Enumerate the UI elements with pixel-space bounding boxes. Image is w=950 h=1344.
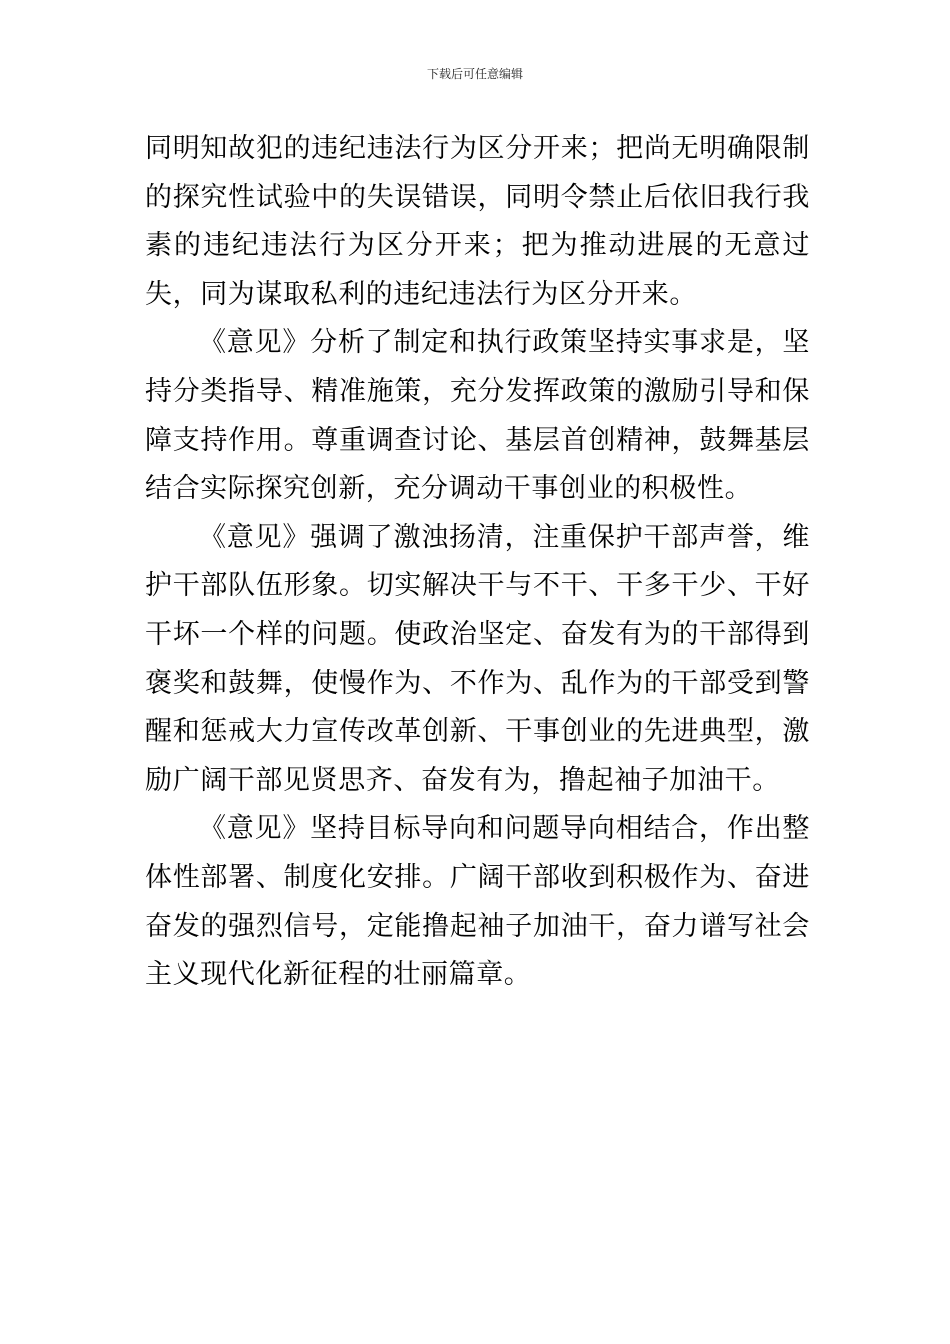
paragraph-2: 《意见》分析了制定和执行政策坚持实事求是，坚持分类指导、精准施策，充分发挥政策的激励引导和保障支持作用。尊重调查讨论、基层首创精神，鼓舞基层结合实际探究创新，充分调动干事创业的积极性。: [145, 327, 810, 505]
paragraph-4: 《意见》坚持目标导向和问题导向相结合，作出整体性部署、制度化安排。广阔干部收到积极作为、奋进奋发的强烈信号，定能撸起袖子加油干，奋力谱写社会主义现代化新征程的壮丽篇章。: [145, 813, 810, 991]
paragraph-3: 《意见》强调了激浊扬清，注重保护干部声誉，维护干部队伍形象。切实解决干与不干、干多干少、干好干坏一个样的问题。使政治坚定、奋发有为的干部得到褒奖和鼓舞，使慢作为、不作为、乱作为的干部受到警醒和惩戒大力宣传改革创新、干事创业的先进典型，激励广阔干部见贤思齐、奋发有为，撸起袖子加油干。: [145, 521, 810, 796]
page-header: 下载后可任意编辑: [426, 67, 523, 81]
paragraph-1: 同明知故犯的违纪违法行为区分开来；把尚无明确限制的探究性试验中的失误错误，同明令禁止后依旧我行我素的违纪违法行为区分开来；把为推动进展的无意过失，同为谋取私利的违纪违法行为区分开来。: [145, 133, 810, 310]
body-text: [145, 125, 810, 1000]
